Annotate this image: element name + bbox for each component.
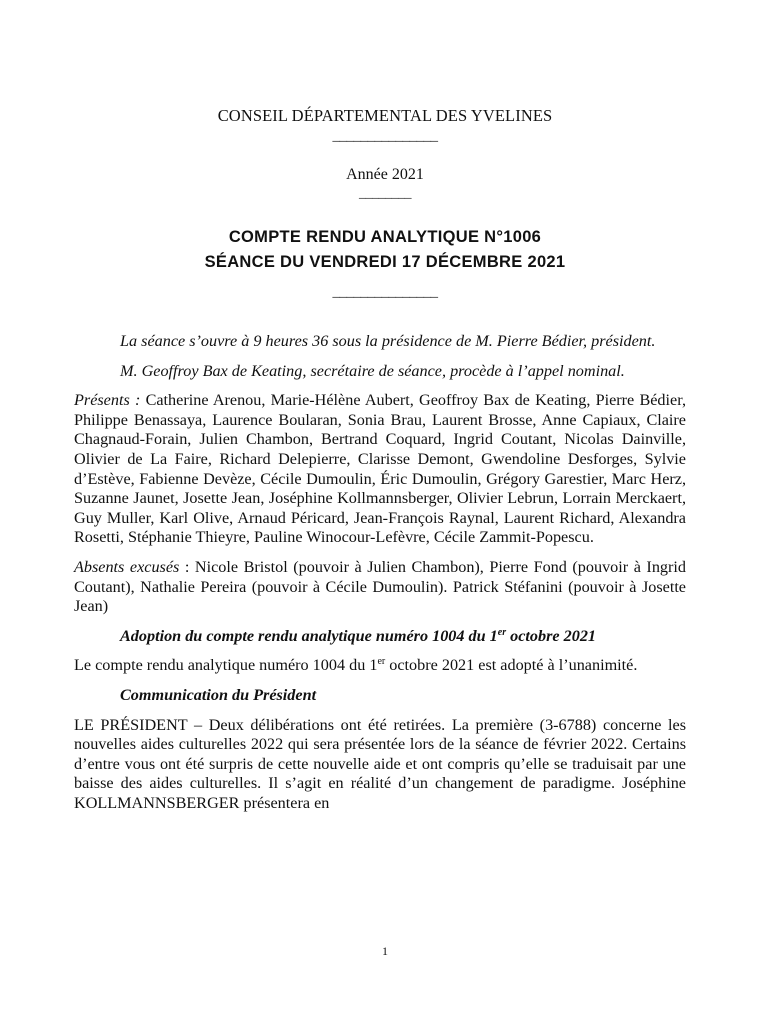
adoption-text-sup: er xyxy=(377,656,386,668)
present-paragraph xyxy=(74,391,686,548)
separator-rule: _______________ xyxy=(332,128,438,144)
session-title: SÉANCE DU VENDREDI 17 DÉCEMBRE 2021 xyxy=(204,253,566,271)
report-title: COMPTE RENDU ANALYTIQUE N°1006 xyxy=(228,228,542,246)
adoption-text-a: Le compte rendu analytique numéro 1004 du 1 xyxy=(74,656,378,675)
adoption-heading xyxy=(74,627,686,647)
organization-name: CONSEIL DÉPARTEMENTAL DES YVELINES xyxy=(217,106,553,125)
secretary-paragraph: M. Geoffroy Bax de Keating, secrétaire de séance, procède à l’appel nominal. xyxy=(120,361,625,380)
document-body xyxy=(74,332,686,823)
communication-heading: Communication du Président xyxy=(120,685,317,704)
separator-rule-short: ________ xyxy=(359,186,411,201)
communication-text: LE PRÉSIDENT – Deux délibérations ont été retirées. La première (3-6788) concerne les nouvelles aides culturelles 2022 qui sera présentée lors de la séance de février 2022. Certains d’entre vous ont été surpris de cette nouvelle aide et ont compris qu’elle se traduisait par une baisse des aides culturelles. Il s’agit en réalité d’un changement de paradigme. Joséphine KOLLMANNSBERGER présentera en xyxy=(74,715,686,812)
absent-paragraph xyxy=(74,558,686,617)
adoption-heading-date: octobre 2021 xyxy=(506,626,597,645)
present-label: Présents : xyxy=(74,391,141,410)
present-list: Catherine Arenou, Marie-Hélène Aubert, Geoffroy Bax de Keating, Pierre Bédier, Philippe Benassaya, Laurence Boularan, Sonia Brau, Laurent Brosse, Anne Capiaux, Claire Chagnaud-Forain, Julien Chambon, Bertrand Coquard, Ingrid Coutant, Nicolas Dainville, Olivier de La Faire, Richard Delepierre, Clarisse Demont, Gwendoline Desforges, Sylvie d’Estève, Fabienne Devèze, Cécile Dumoulin, Éric Dumoulin, Grégory Garestier, Marc Herz, Suzanne Jaunet, Josette Jean, Joséphine Kollmannsberger, Olivier Lebrun, Lorrain Merckaert, Guy Muller, Karl Olive, Arnaud Péricard, Jean-François Raynal, Laurent Richard, Alexandra Rosetti, Stéphanie Thieyre, Pauline Winocour-Lefèvre, Cécile Zammit-Popescu. xyxy=(74,391,687,547)
adoption-heading-text: Adoption du compte rendu analytique numéro 1004 du 1 xyxy=(120,626,498,645)
absent-label: Absents excusés xyxy=(74,557,180,576)
absent-list: : Nicole Bristol (pouvoir à Julien Chambon), Pierre Fond (pouvoir à Ingrid Coutant), Nathalie Pereira (pouvoir à Cécile Dumoulin). Patrick Stéfanini (pouvoir à Josette Jean) xyxy=(74,557,686,616)
opening-paragraph: La séance s’ouvre à 9 heures 36 sous la présidence de M. Pierre Bédier, président. xyxy=(120,332,656,350)
adoption-heading-sup: er xyxy=(497,626,507,638)
adoption-text xyxy=(74,656,686,676)
page-number: 1 xyxy=(382,944,388,958)
separator-rule-bottom: _______________ xyxy=(332,284,438,300)
year-label: Année 2021 xyxy=(346,166,424,183)
adoption-text-b: octobre 2021 est adopté à l’unanimité. xyxy=(385,656,638,675)
